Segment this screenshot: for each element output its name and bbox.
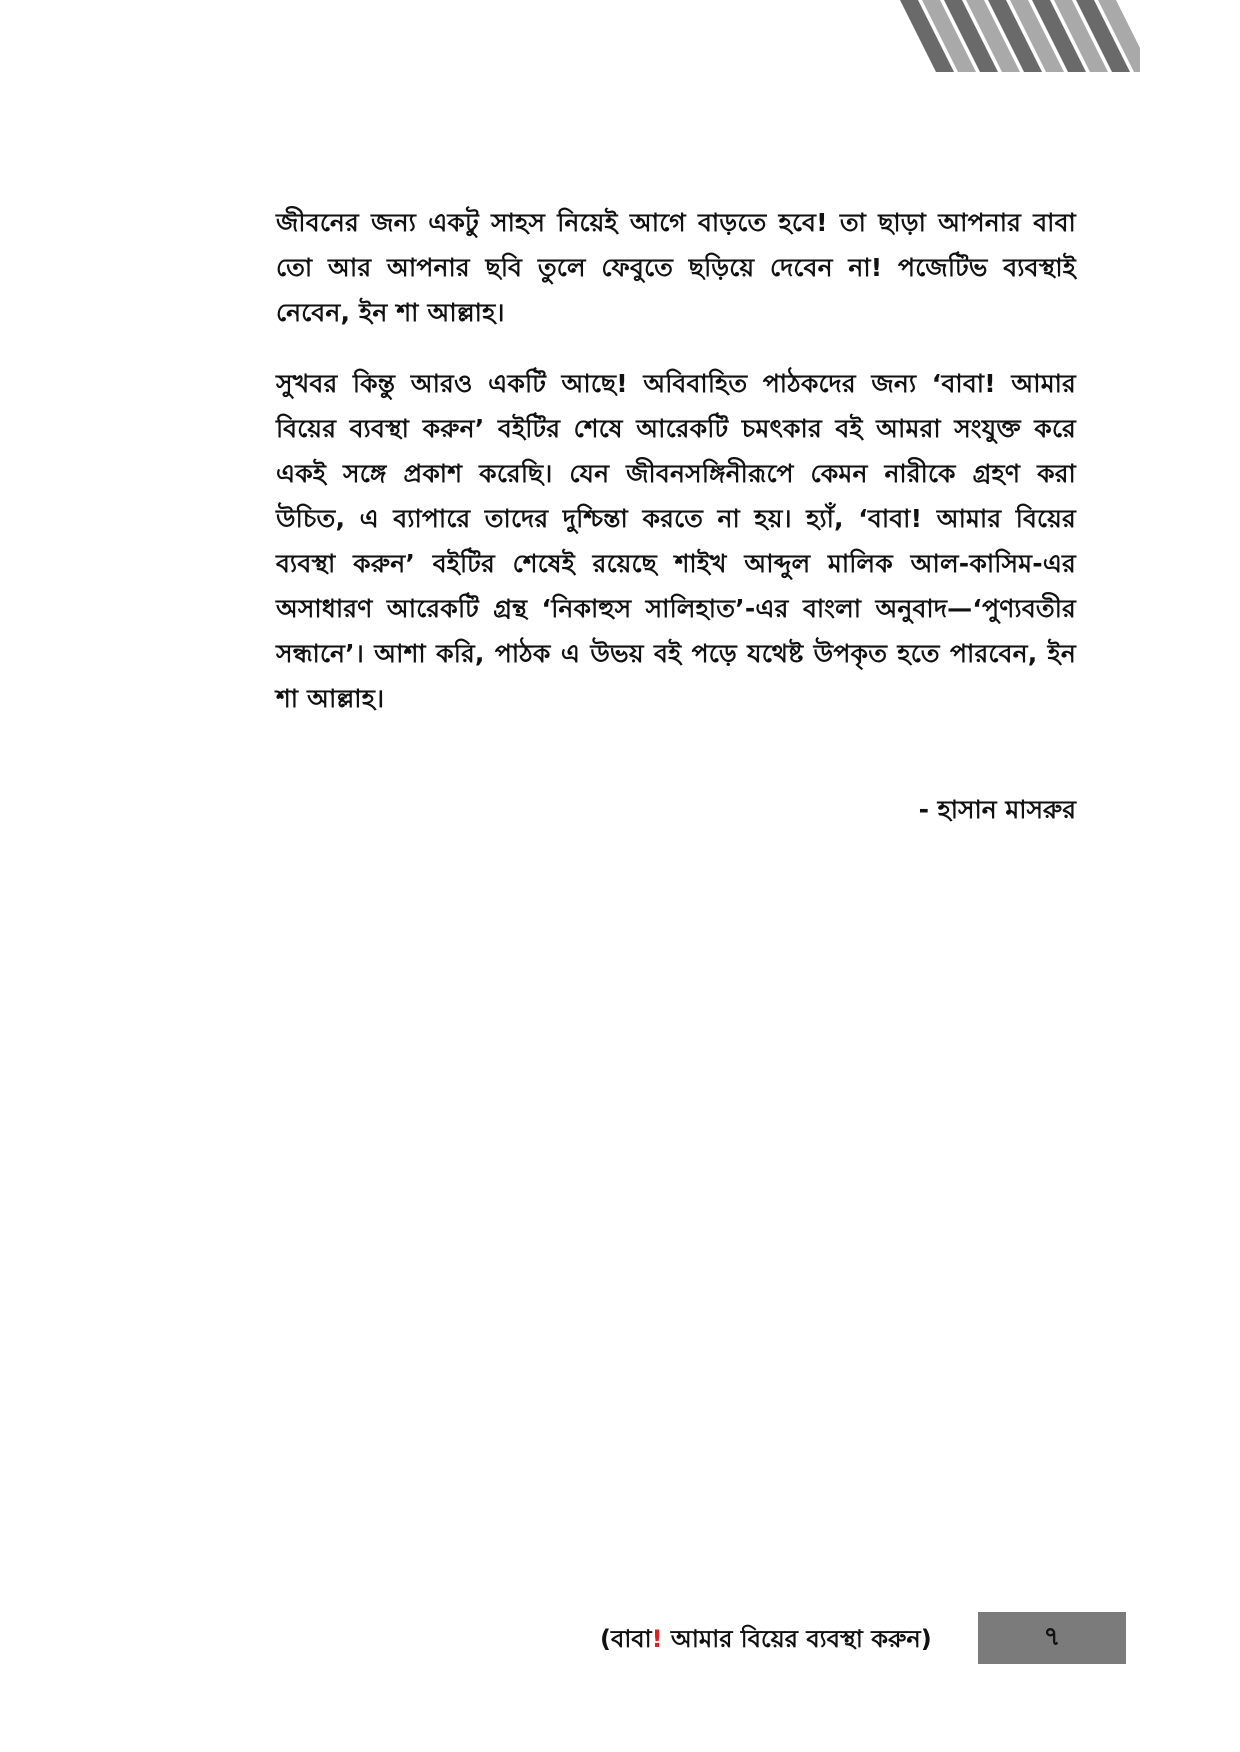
page-number-box bbox=[978, 1612, 1126, 1664]
paragraph-2: সুখবর কিন্তু আরও একটি আছে! অবিবাহিত পাঠকদের জন্য ‘বাবা! আমার বিয়ের ব্যবস্থা করুন’ বইটির শেষে আরেকটি চমৎকার বই আমরা সংযুক্ত করে একই সঙ্গে প্রকাশ করেছি। যেন জীবনসঙ্গিনীরূপে কেমন নারীকে গ্রহণ করা উচিত, এ ব্যাপারে তাদের দুশ্চিন্তা করতে না হয়। হ্যাঁ, ‘বাবা! আমার বিয়ের ব্যবস্থা করুন’ বইটির শেষেই রয়েছে শাইখ আব্দুল মালিক আল-কাসিম-এর অসাধারণ আরেকটি গ্রন্থ ‘নিকাহুস সালিহাত’-এর বাংলা অনুবাদ—‘পুণ্যবতীর সন্ধানে’। আশা করি, পাঠক এ উভয় বই পড়ে যথেষ্ট উপকৃত হতে পারবেন, ইন শা আল্লাহ। bbox=[276, 369, 1076, 713]
page-number: ৭ bbox=[1043, 1622, 1061, 1652]
footer-book-title bbox=[600, 1622, 932, 1656]
paragraph-1: জীবনের জন্য একটু সাহস নিয়েই আগে বাড়তে হবে! তা ছাড়া আপনার বাবা তো আর আপনার ছবি তুলে ফেবুতে ছড়িয়ে দেবেন না! পজেটিভ ব্যবস্থাই নেবেন, ইন শা আল্লাহ। bbox=[276, 208, 1076, 327]
footer-title-rest: আমার বিয়ের ব্যবস্থা করুন) bbox=[662, 1625, 932, 1653]
author-signature: - হাসান মাসরুর bbox=[918, 795, 1076, 824]
body-text bbox=[276, 200, 1076, 747]
footer-title-exclamation: ! bbox=[651, 1625, 663, 1653]
corner-stripes-icon bbox=[900, 0, 1140, 72]
footer-title-open: (বাবা bbox=[600, 1625, 652, 1653]
